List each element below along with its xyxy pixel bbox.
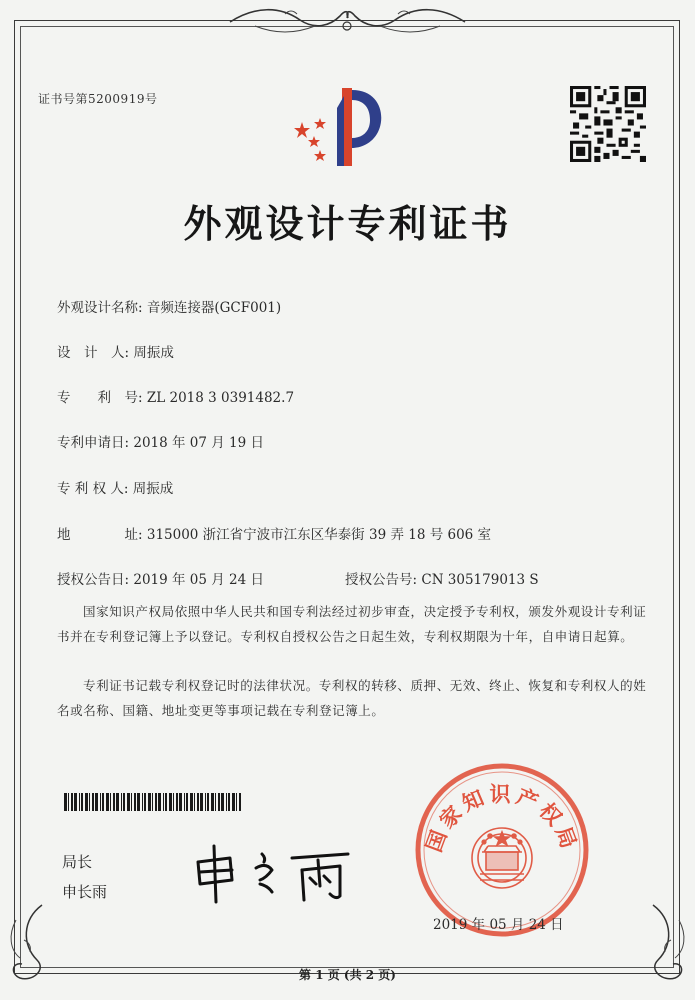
field-patentee xyxy=(57,477,173,497)
certificate-number-label: 证书号第 xyxy=(38,92,89,106)
seal-date: 2019 年 05 月 24 日 xyxy=(433,917,564,933)
grant-date-label: 授权公告日: xyxy=(57,572,130,588)
certificate-number-value: 5200919 xyxy=(88,92,145,106)
field-value: ZL 2018 3 0391482.7 xyxy=(146,390,295,406)
field-value: 周振成 xyxy=(132,481,174,497)
field-label: 外观设计名称: xyxy=(57,300,143,316)
field-value: 315000 浙江省宁波市江东区华泰街 39 弄 18 号 606 室 xyxy=(146,527,492,543)
field-label: 地 址: xyxy=(57,527,143,543)
field-value: 周振成 xyxy=(133,345,174,361)
qr-code xyxy=(570,86,646,162)
director-title: 局长 xyxy=(62,853,93,871)
cnipa-logo xyxy=(282,78,392,170)
field-address xyxy=(57,523,491,543)
field-design-name xyxy=(57,296,281,316)
field-designer xyxy=(57,341,174,361)
svg-text:国家知识产权局 xyxy=(421,782,583,856)
field-patent-number xyxy=(57,386,294,406)
grant-date-value: 2019 年 05 月 24 日 xyxy=(133,572,265,588)
paragraph-legal-status: 专利证书记载专利权登记时的法律状况。专利权的转移、质押、无效、终止、恢复和专利权人的姓名或名称、国籍、地址变更等事项记载在专利登记簿上。 xyxy=(57,678,647,718)
certificate-title: 外观设计专利证书 xyxy=(183,201,512,246)
page-number: 第 1 页 (共 2 页) xyxy=(299,968,396,982)
director-name: 申长雨 xyxy=(62,883,108,901)
field-grant-number xyxy=(345,568,539,588)
field-label: 专 利 权 人: xyxy=(57,481,129,497)
field-label: 专利申请日: xyxy=(57,435,130,451)
paragraph-grant-statement: 国家知识产权局依照中华人民共和国专利法经过初步审查，决定授予专利权，颁发外观设计专利证书并在专利登记簿上予以登记。专利权自授权公告之日起生效，专利权期限为十年，自申请日起算。 xyxy=(57,604,647,644)
field-value: 音频连接器(GCF001) xyxy=(146,300,282,316)
certificate-number-suffix: 号 xyxy=(144,92,158,106)
field-label: 设 计 人: xyxy=(57,345,130,361)
grant-number-value: CN 305179013 S xyxy=(421,572,539,588)
field-grant-date xyxy=(57,568,264,588)
director-signature xyxy=(190,840,360,905)
seal-text: 国家知识产权局 xyxy=(420,781,584,856)
field-application-date xyxy=(57,431,264,451)
field-label: 专 利 号: xyxy=(57,390,143,406)
top-ornament xyxy=(225,4,470,36)
grant-number-label: 授权公告号: xyxy=(345,572,418,588)
certificate-number xyxy=(38,90,157,107)
barcode xyxy=(64,793,244,811)
field-value: 2018 年 07 月 19 日 xyxy=(133,435,265,451)
